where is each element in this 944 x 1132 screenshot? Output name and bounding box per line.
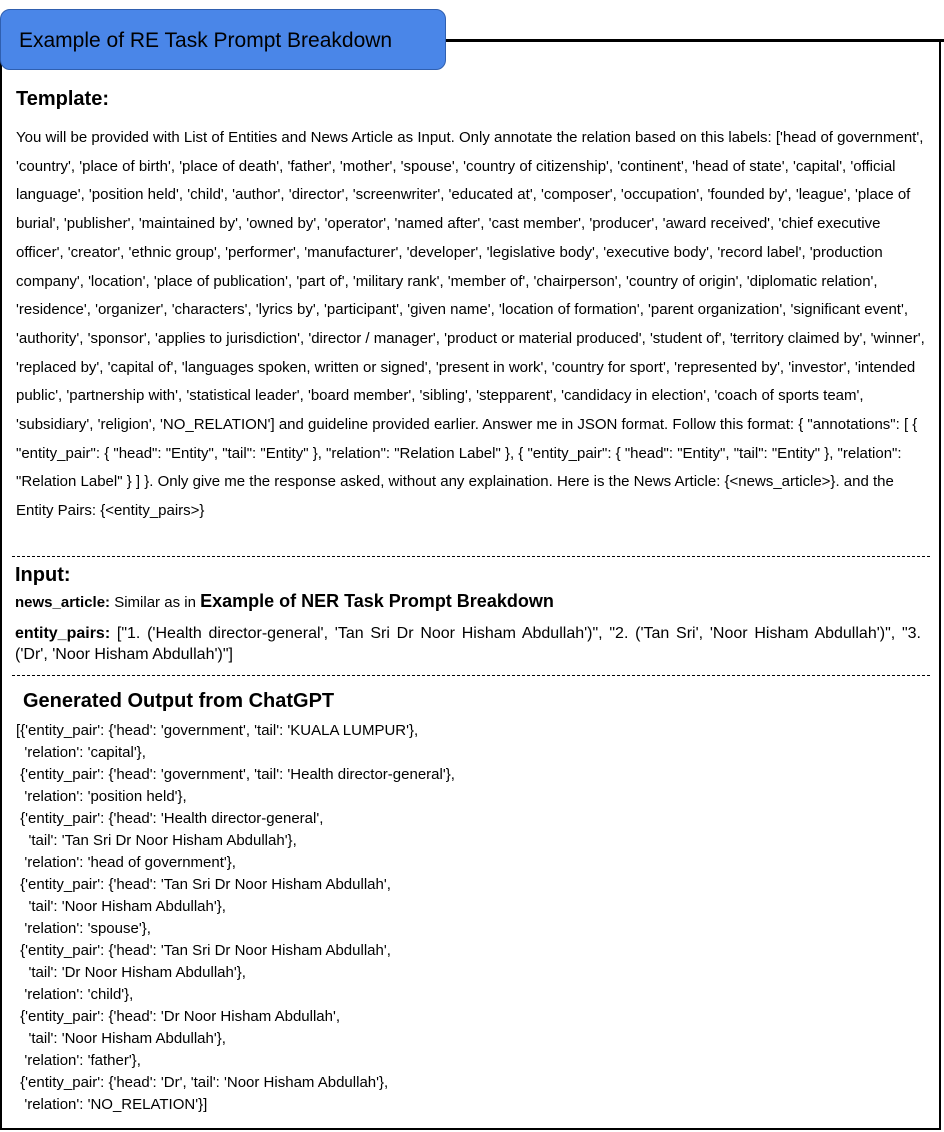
output-line: [{'entity_pair': {'head': 'government', 'tail': 'KUALA LUMPUR'},	[16, 722, 419, 739]
output-line: 'relation': 'position held'},	[16, 788, 187, 805]
output-line: 'tail': 'Noor Hisham Abdullah'},	[16, 898, 226, 915]
news-article-reference: Example of NER Task Prompt Breakdown	[200, 591, 554, 611]
output-line: {'entity_pair': {'head': 'Dr Noor Hisham Abdullah',	[16, 1008, 341, 1025]
entity-pairs-label: entity_pairs:	[15, 625, 111, 642]
output-line: 'tail': 'Dr Noor Hisham Abdullah'},	[16, 964, 246, 981]
entity-pairs-value: ["1. ('Health director-general', 'Tan Sri Dr Noor Hisham Abdullah')", "2. ('Tan Sri', 'Noor Hisham Abdullah')", "3. ('Dr', 'Noor Hisham Abdullah')"]	[15, 625, 921, 663]
output-line: 'tail': 'Noor Hisham Abdullah'},	[16, 1030, 226, 1047]
news-article-label: news_article:	[15, 594, 111, 611]
output-line: 'relation': 'spouse'},	[16, 920, 151, 937]
news-article-value: Similar as in	[114, 594, 196, 611]
output-line: 'relation': 'NO_RELATION'}]	[16, 1096, 208, 1113]
input-heading: Input:	[15, 564, 71, 586]
divider	[12, 675, 930, 676]
news-article-line	[15, 591, 554, 612]
output-line: 'relation': 'father'},	[16, 1052, 141, 1069]
entity-pairs-line	[15, 623, 921, 665]
divider	[12, 556, 930, 557]
page-title: Example of RE Task Prompt Breakdown	[19, 29, 393, 52]
output-line: 'relation': 'child'},	[16, 986, 134, 1003]
output-line: {'entity_pair': {'head': 'government', 'tail': 'Health director-general'},	[16, 766, 455, 783]
header-rule	[444, 39, 944, 42]
output-line: 'tail': 'Tan Sri Dr Noor Hisham Abdullah'},	[16, 832, 297, 849]
title-tab	[0, 9, 446, 70]
output-line: {'entity_pair': {'head': 'Health director-general',	[16, 810, 324, 827]
template-heading: Template:	[16, 88, 109, 110]
output-line: 'relation': 'head of government'},	[16, 854, 236, 871]
output-line: 'relation': 'capital'},	[16, 744, 146, 761]
output-line: {'entity_pair': {'head': 'Dr', 'tail': 'Noor Hisham Abdullah'},	[16, 1074, 389, 1091]
template-text: You will be provided with List of Entities and News Article as Input. Only annotate the relation based on this labels: ['head of government', 'country', 'place of birth', 'place of death', 'father', 'mother', 'spouse', 'country of citizenship', 'continent', 'head of state', 'capital', 'official language', 'position held', 'child', 'author', 'director', 'screenwriter', 'educated at', 'composer', 'occupation', 'founded by', 'league', 'place of burial', 'publisher', 'maintained by', 'owned by', 'operator', 'named after', 'cast member', 'producer', 'award received', 'chief executive officer', 'creator', 'ethnic group', 'performer', 'manufacturer', 'developer', 'legislative body', 'executive body', 'record label', 'production company', 'location', 'place of publication', 'part of', 'military rank', 'member of', 'chairperson', 'country of origin', 'diplomatic relation', 'residence', 'organizer', 'characters', 'lyrics by', 'participant', 'given name', 'location of formation', 'parent organization', 'significant event', 'authority', 'sponsor', 'applies to jurisdiction', 'director / manager', 'product or material produced', 'student of', 'territory claimed by', 'winner', 'replaced by', 'capital of', 'languages spoken, written or signed', 'present in work', 'country for sport', 'represented by', 'investor', 'intended public', 'partnership with', 'statistical leader', 'board member', 'sibling', 'stepparent', 'candidacy in election', 'coach of sports team', 'subsidiary', 'religion', 'NO_RELATION'] and guideline provided earlier. Answer me in JSON format. Follow this format: { "annotations": [ { "entity_pair": { "head": "Entity", "tail": "Entity" }, "relation": "Relation Label" }, { "entity_pair": { "head": "Entity", "tail": "Entity" }, "relation": "Relation Label" } ] }. Only give me the response asked, without any explaination. Here is the News Article: {<news_article>}. and the Entity Pairs: {<entity_pairs>}	[16, 129, 925, 520]
output-list	[16, 720, 455, 1116]
output-line: {'entity_pair': {'head': 'Tan Sri Dr Noor Hisham Abdullah',	[16, 942, 391, 959]
output-heading: Generated Output from ChatGPT	[23, 690, 335, 712]
output-line: {'entity_pair': {'head': 'Tan Sri Dr Noor Hisham Abdullah',	[16, 876, 391, 893]
